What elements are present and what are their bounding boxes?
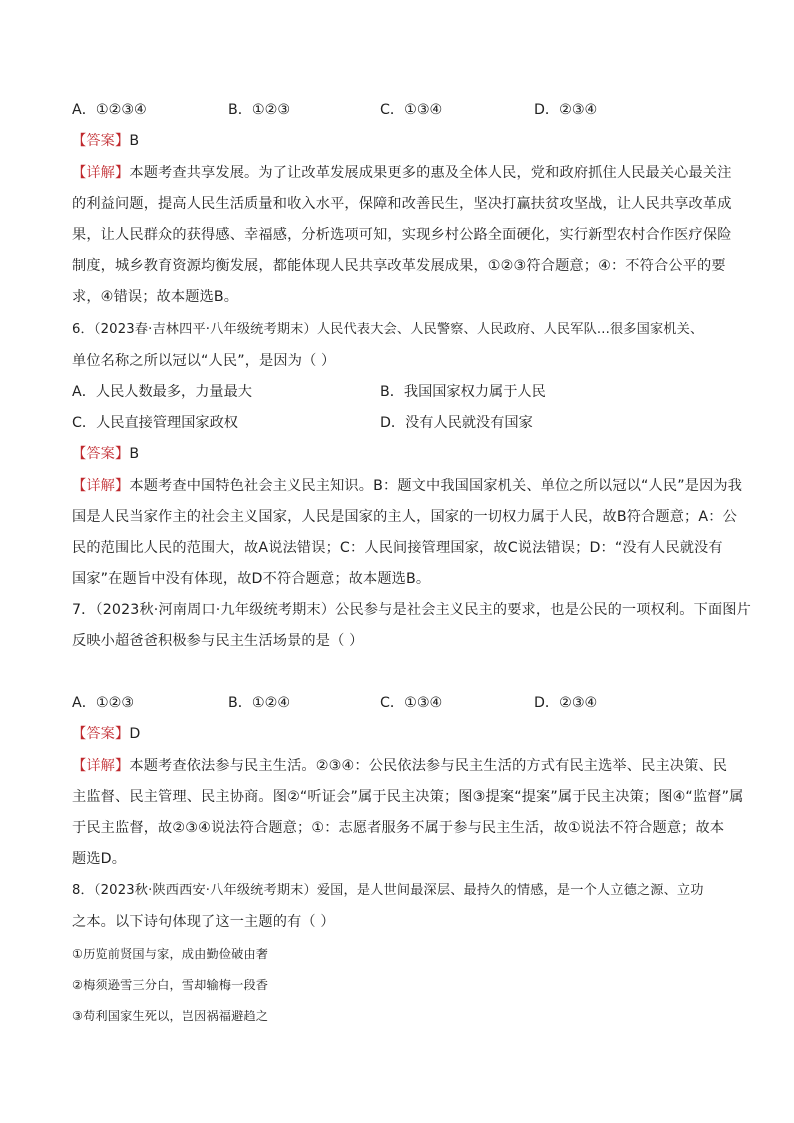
q5-detail-line: 的利益问题，提高人民生活质量和收入水平，保障和改善民生，坚决打赢扶贫攻坚战，让人民共享改革成 bbox=[72, 196, 732, 212]
q6-detail-line: 国家”在题旨中没有体现，故D不符合题意；故本题选B。 bbox=[72, 571, 431, 587]
q8-item: ③苟利国家生死以，岂因祸福避趋之 bbox=[72, 1009, 269, 1023]
answer-tag: 【答案】 bbox=[72, 133, 130, 149]
q5-detail-line: 求，④错误；故本题选B。 bbox=[72, 289, 239, 305]
answer-value: B bbox=[129, 446, 140, 462]
q7-detail-line: 于民主监督，故②③④说法符合题意；①：志愿者服务不属于参与民主生活，故①说法不符合题意；故本 bbox=[72, 820, 725, 836]
q5-detail-line: 制度，城乡教育资源均衡发展，都能体现人民共享改革发展成果，①②③符合题意；④：不符合公平的要 bbox=[72, 258, 726, 274]
q5-option-c: C．①③④ bbox=[380, 102, 443, 118]
q6-answer bbox=[72, 444, 139, 464]
detail-text: 本题考查中国特色社会主义民主知识。B：题文中我国国家机关、单位之所以冠以“人民”是因为我 bbox=[129, 478, 743, 494]
q7-stem: 7．（2023秋·河南周口·九年级统考期末）公民参与是社会主义民主的要求，也是公民的一项权利。下面图片 bbox=[72, 602, 751, 618]
q6-detail-line: 国是人民当家作主的社会主义国家，人民是国家的主人，国家的一切权力属于人民，故B符合题意；A：公 bbox=[72, 509, 737, 525]
q6-stem: 6．（2023春·吉林四平·八年级统考期末）人民代表大会、人民警察、人民政府、人民军队...很多国家机关、 bbox=[72, 322, 704, 337]
answer-value: D bbox=[129, 726, 141, 742]
q6-option-c: C．人民直接管理国家政权 bbox=[72, 415, 238, 431]
q7-option-d: D．②③④ bbox=[534, 695, 598, 711]
answer-tag: 【答案】 bbox=[72, 446, 130, 462]
q8-stem: 8．（2023秋·陕西西安·八年级统考期末）爱国，是人世间最深层、最持久的情感，是一个人立德之源、立功 bbox=[72, 883, 704, 898]
q5-option-d: D．②③④ bbox=[534, 102, 598, 118]
q5-option-b: B．①②③ bbox=[228, 102, 291, 118]
q5-option-a: A．①②③④ bbox=[72, 102, 147, 118]
detail-tag: 【详解】 bbox=[72, 478, 130, 494]
detail-text: 本题考查依法参与民主生活。②③④：公民依法参与民主生活的方式有民主选举、民主决策、民 bbox=[129, 758, 728, 774]
q6-stem: 单位名称之所以冠以“人民”，是因为（ ） bbox=[72, 353, 336, 369]
q8-stem: 之本。以下诗句体现了这一主题的有（ ） bbox=[72, 914, 335, 930]
q5-answer bbox=[72, 131, 139, 151]
q6-option-a: A．人民人数最多，力量最大 bbox=[72, 384, 252, 400]
answer-tag: 【答案】 bbox=[72, 726, 130, 742]
q5-detail-line bbox=[72, 163, 732, 183]
q5-detail-line: 果，让人民群众的获得感、幸福感，分析选项可知，实现乡村公路全面硬化，实行新型农村合作医疗保险 bbox=[72, 227, 732, 243]
detail-tag: 【详解】 bbox=[72, 758, 130, 774]
detail-text: 本题考查共享发展。为了让改革发展成果更多的惠及全体人民，党和政府抓住人民最关心最关注 bbox=[129, 165, 732, 181]
q6-option-b: B．我国国家权力属于人民 bbox=[380, 384, 546, 400]
q8-item: ①历览前贤国与家，成由勤俭破由奢 bbox=[72, 947, 269, 961]
q7-option-b: B．①②④ bbox=[228, 695, 291, 711]
q7-detail-line bbox=[72, 756, 727, 776]
detail-tag: 【详解】 bbox=[72, 165, 130, 181]
q7-option-c: C．①③④ bbox=[380, 695, 443, 711]
q8-item: ②梅须逊雪三分白，雪却输梅一段香 bbox=[72, 978, 269, 992]
q6-option-d: D．没有人民就没有国家 bbox=[380, 415, 533, 431]
q7-stem: 反映小超爸爸积极参与民主生活场景的是（ ） bbox=[72, 633, 364, 649]
answer-value: B bbox=[129, 133, 140, 149]
q6-detail-line bbox=[72, 476, 742, 496]
q7-answer bbox=[72, 724, 140, 744]
q7-detail-line: 主监督、民主管理、民主协商。图②“听证会”属于民主决策；图③提案“提案”属于民主决策；图④“监督”属 bbox=[72, 789, 744, 805]
q7-detail-line: 题选D。 bbox=[72, 851, 127, 867]
q7-option-a: A．①②③ bbox=[72, 695, 135, 711]
q6-detail-line: 民的范围比人民的范围大，故A说法错误；C：人民间接管理国家，故C说法错误；D：“没有人民就没有 bbox=[72, 540, 723, 556]
